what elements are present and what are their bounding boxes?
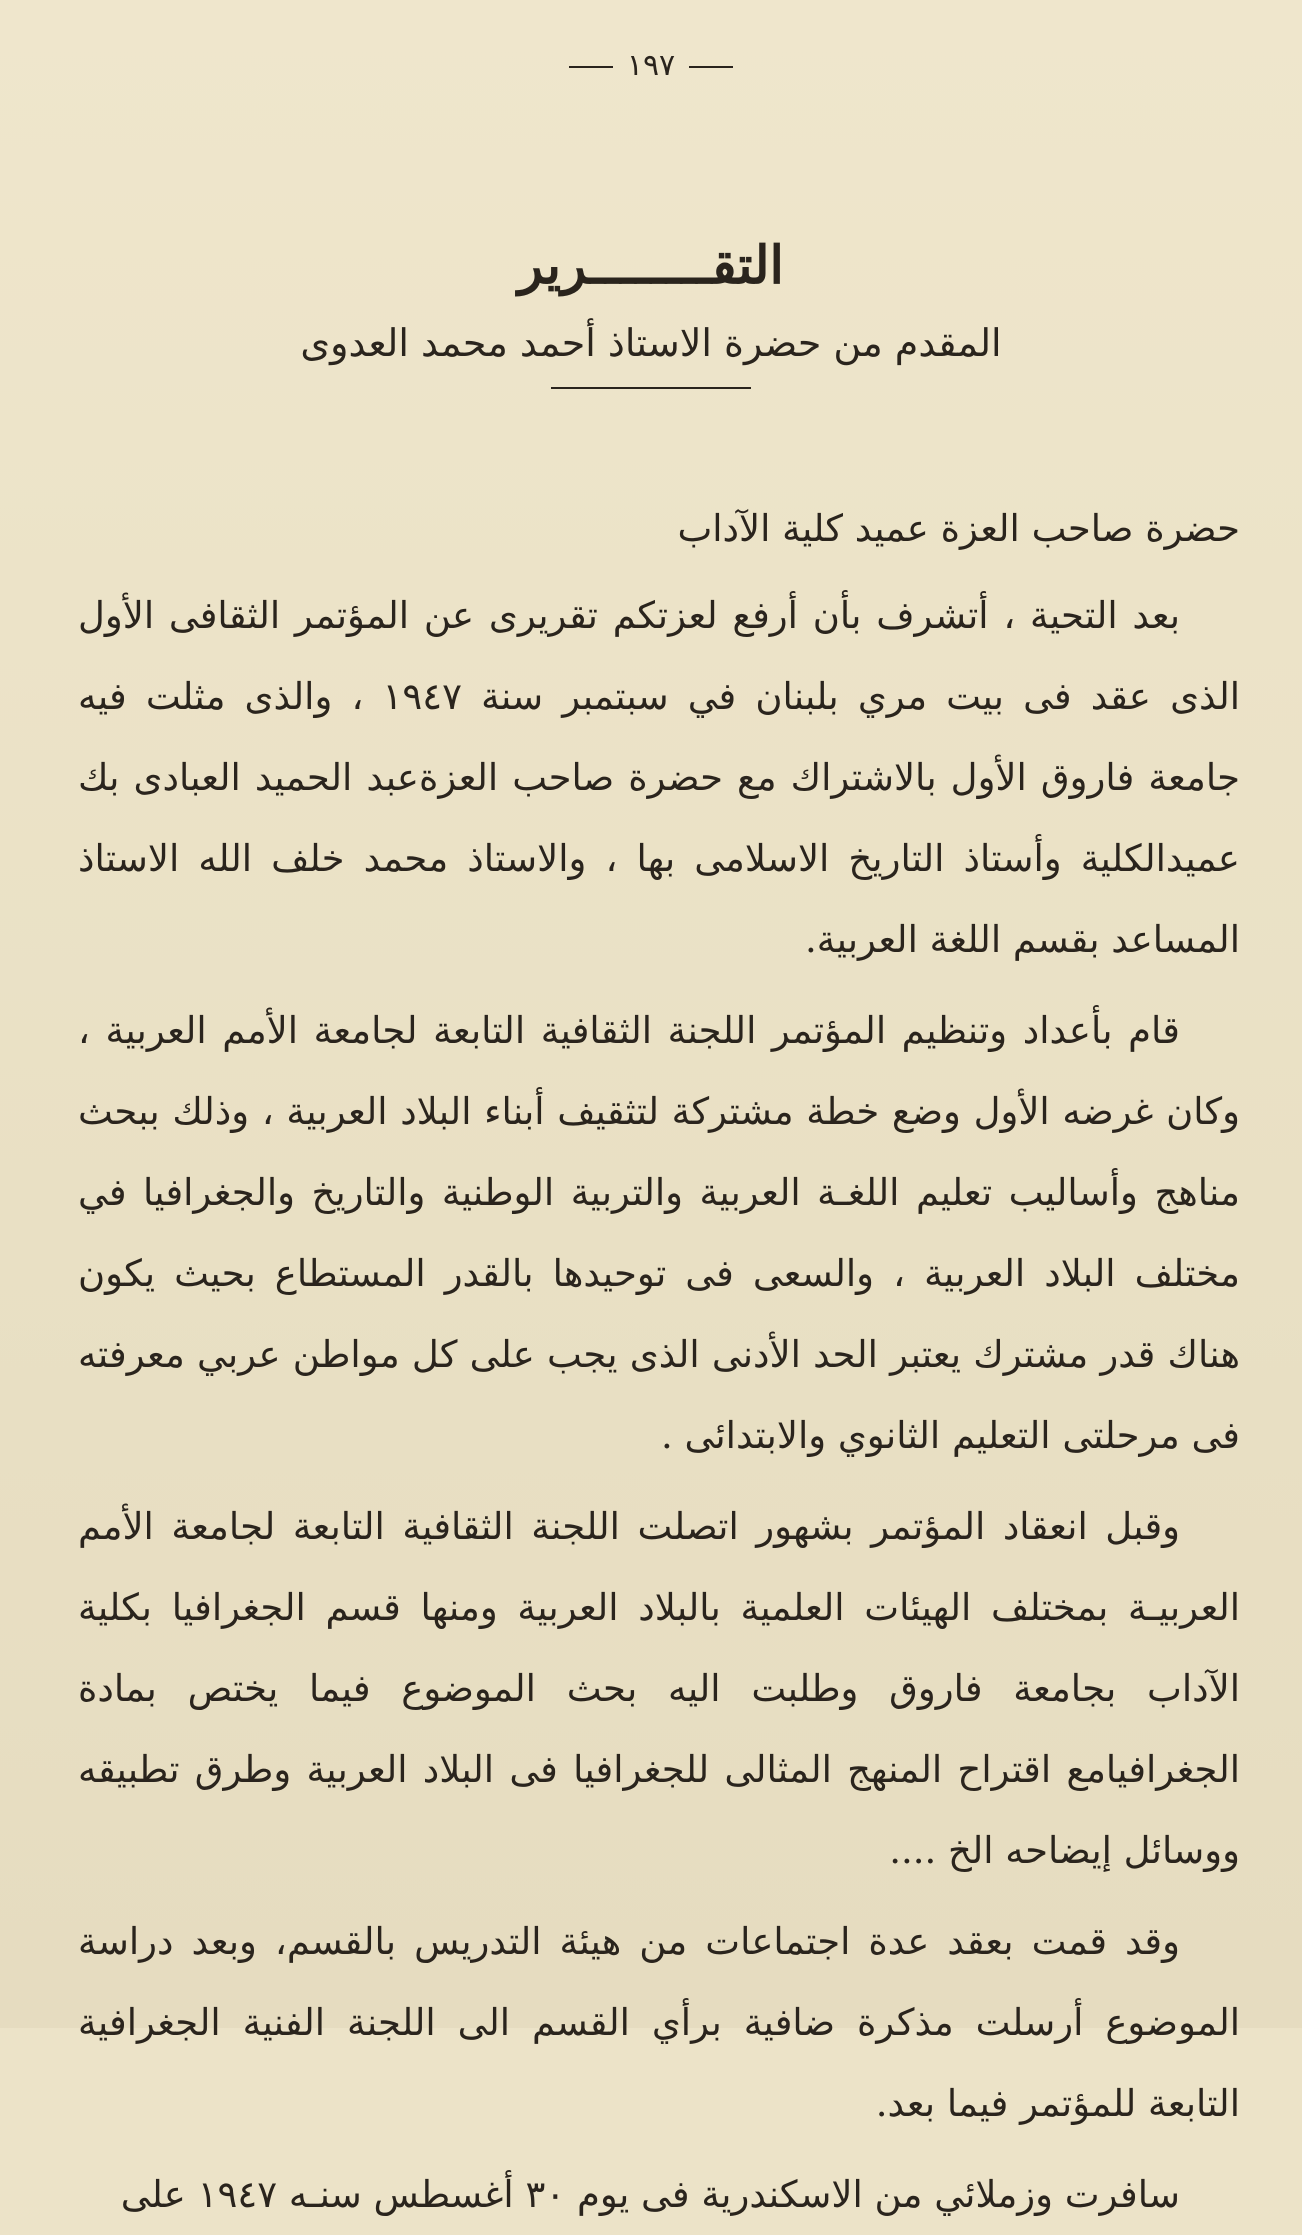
report-subtitle: المقدم من حضرة الاستاذ أحمد محمد العدوى (300, 321, 1002, 366)
page-number-dash-right (689, 66, 733, 68)
paragraph-1: بعد التحية ، أتشرف بأن أرفع لعزتكم تقريرى عن المؤتمر الثقافى الأول الذى عقد فى بيت مري بلبنان في سبتمبر سنة ١٩٤٧ ، والذى مثلت فيه جامعة فاروق الأول بالاشتراك مع حضرة صاحب العزةعبد الحميد العبادى بك عميدالكلية وأستاذ التاريخ الاسلامى بها ، والاستاذ محمد خلف الله الاستاذ المساعد بقسم اللغة العربية. (78, 594, 1240, 961)
paragraph-2: قام بأعداد وتنظيم المؤتمر اللجنة الثقافية التابعة لجامعة الأمم العربية ، وكان غرضه الأول وضع خطة مشتركة لتثقيف أبناء البلاد العربية ، وذلك ببحث مناهج وأساليب تعليم اللغـة العربية والتربية الوطنية والتاريخ والجغرافيا في مختلف البلاد العربية ، والسعى فى توحيدها بالقدر المستطاع بحيث يكون هناك قدر مشترك يعتبر الحد الأدنى الذى يجب على كل مواطن عربي معرفته فى مرحلتى التعليم الثانوي والابتدائى . (78, 1009, 1240, 1457)
heading-block (0, 235, 1302, 389)
paragraph-4: وقد قمت بعقد عدة اجتماعات من هيئة التدريس بالقسم، وبعد دراسة الموضوع أرسلت مذكرة ضافية برأي القسم الى اللجنة الفنية الجغرافية التابعة للمؤتمر فيما بعد. (78, 1920, 1240, 2125)
document-body (78, 488, 1240, 2235)
report-title: التقــــــــرير (517, 235, 785, 296)
page-number-text: ١٩٧ (626, 48, 676, 83)
paragraph-5: سافرت وزملائي من الاسكندرية فى يوم ٣٠ أغسطس سنـه ١٩٤٧ على (120, 2173, 1180, 2216)
salutation: حضرة صاحب العزة عميد كلية الآداب (677, 507, 1240, 550)
heading-rule (551, 387, 751, 389)
paragraph-3: وقبل انعقاد المؤتمر بشهور اتصلت اللجنة الثقافية التابعة لجامعة الأمم العربيـة بمختلف الهيئات العلمية بالبلاد العربية ومنها قسم الجغرافيا بكلية الآداب بجامعة فاروق وطلبت اليه بحث الموضوع فيما يختص بمادة الجغرافيامع اقتراح المنهج المثالى للجغرافيا فى البلاد العربية وطرق تطبيقه ووسائل إيضاحه الخ .... (78, 1505, 1240, 1872)
page-number (0, 48, 1302, 83)
page-number-dash-left (569, 66, 613, 68)
